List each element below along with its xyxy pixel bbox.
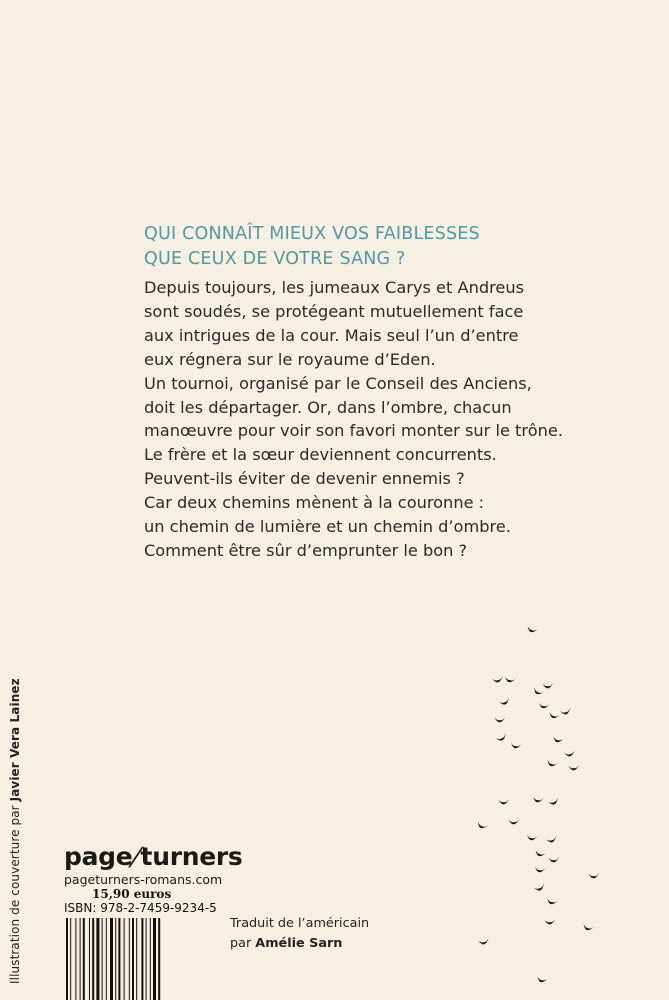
- publisher-website: pageturners-romans.com: [64, 872, 223, 887]
- blurb-line: Depuis toujours, les jumeaux Carys et Andreus: [144, 278, 525, 297]
- translation-prefix: par: [230, 936, 256, 951]
- blurb-line: eux régnera sur le royaume d’Eden.: [144, 349, 436, 369]
- blurb-line: Car deux chemins mènent à la couronne :: [144, 493, 485, 513]
- illustrator-name: Javier Vera Lainez: [8, 678, 22, 802]
- credit-prefix: Illustration de couverture par: [8, 801, 22, 984]
- blurb-line: Peuvent-ils éviter de devenir ennemis ?: [144, 469, 465, 489]
- blurb-line: manœuvre pour voir son favori monter sur le trône.: [144, 421, 563, 441]
- tagline: [144, 222, 564, 272]
- flock-of-birds-icon: [470, 616, 600, 996]
- logo-part: turners: [140, 842, 243, 871]
- logo-part: page: [64, 842, 133, 871]
- blurb-line: aux intrigues de la cour. Mais seul l’un d’entre: [144, 325, 519, 345]
- blurb-line: Un tournoi, organisé par le Conseil des Anciens,: [144, 373, 532, 393]
- blurb-line: un chemin de lumière et un chemin d’ombre.: [144, 517, 511, 537]
- tagline-line: QUI CONNAÎT MIEUX VOS FAIBLESSES: [144, 224, 480, 244]
- translation-credit: [230, 914, 369, 954]
- tagline-line: QUE CEUX DE VOTRE SANG ?: [144, 249, 406, 269]
- isbn: ISBN: 978-2-7459-9234-5: [64, 901, 217, 915]
- blurb-line: Comment être sûr d’emprunter le bon ?: [144, 540, 468, 560]
- logo-slash-icon: /: [127, 842, 146, 871]
- translation-line: Traduit de l’américain: [230, 916, 370, 931]
- blurb: [144, 276, 563, 563]
- publisher-logo: [64, 842, 243, 871]
- blurb-line: sont soudés, se protégeant mutuellement face: [144, 301, 524, 321]
- blurb-line: doit les départager. Or, dans l’ombre, chacun: [144, 397, 512, 417]
- price: 15,90 euros: [92, 887, 172, 901]
- cover-illustration-credit: [4, 664, 26, 984]
- translator-name: Amélie Sarn: [255, 936, 343, 951]
- blurb-line: Le frère et la sœur deviennent concurrents.: [144, 445, 497, 465]
- barcode-icon: [64, 918, 214, 1000]
